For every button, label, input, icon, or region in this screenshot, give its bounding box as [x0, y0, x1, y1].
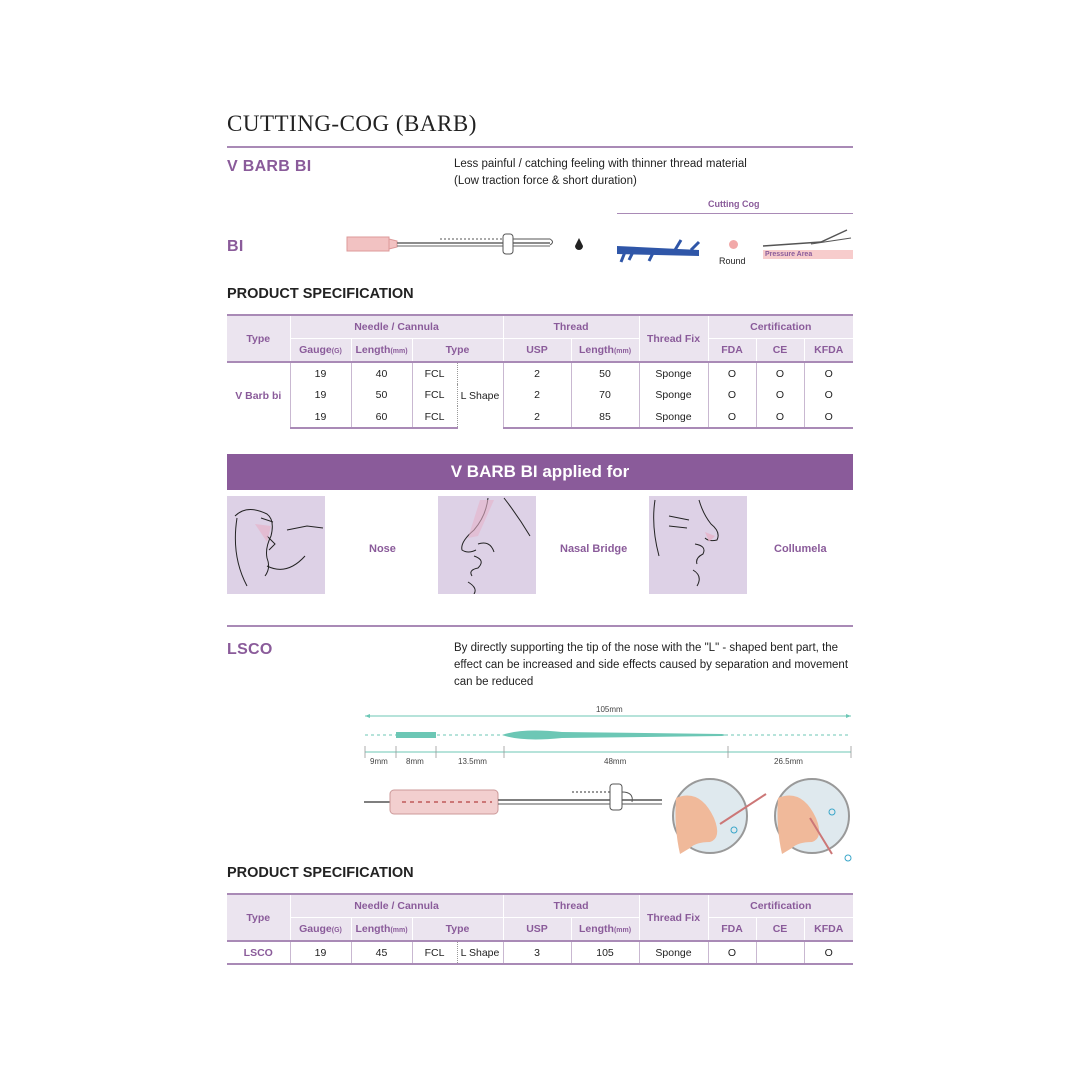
table-row [227, 941, 853, 964]
spec2-cell [756, 941, 804, 964]
length-unit: (mm) [390, 347, 408, 355]
gauge-text: Gauge [299, 922, 332, 935]
spec1-header-thread-fix: Thread Fix [639, 315, 708, 362]
spec1-header-thread: Thread [503, 315, 639, 338]
spec2-table [227, 893, 853, 965]
area-label-nose: Nose [369, 543, 396, 555]
vbarb-description [454, 156, 747, 190]
spec2-header-gauge [290, 917, 351, 941]
pressure-barb-line [763, 230, 847, 246]
pressure-area-label: Pressure Area [765, 251, 813, 258]
spec2-header-thread-fix: Thread Fix [639, 894, 708, 941]
lsco-needle-illustration [362, 782, 668, 822]
bi-needle-illustration [345, 228, 595, 260]
spec1-cell: 70 [571, 384, 639, 406]
spec2-header-thread: Thread [503, 894, 639, 917]
spec1-cell: O [824, 389, 833, 401]
spec2-header-kfda: KFDA [804, 917, 853, 941]
spec1-cell: 50 [571, 362, 639, 384]
needle-clip [610, 784, 622, 810]
segment-label: 13.5mm [458, 757, 487, 766]
thread-length-text: Length [578, 922, 614, 935]
face-line-art [227, 496, 325, 594]
nose-insertion-illustration [670, 778, 856, 864]
spec2-header-ce: CE [756, 917, 804, 941]
thread-segment [396, 732, 436, 738]
lsco-desc-line3: can be reduced [454, 676, 534, 688]
spec1-cell: FCL [412, 406, 457, 428]
needle-clip [503, 234, 513, 254]
spec1-cell: FCL [412, 362, 457, 384]
bi-label: BI [227, 238, 244, 255]
needle-hub [347, 237, 389, 251]
thread-length-unit: (mm) [613, 347, 632, 355]
spec1-header-kfda: KFDA [804, 338, 853, 362]
spec1-table [227, 314, 853, 429]
area-label-collumela: Collumela [774, 543, 827, 555]
spec1-shape: L Shape [457, 362, 503, 428]
spec2-cell: 3 [503, 941, 571, 964]
table-row [227, 362, 853, 384]
arrow-right-icon [846, 714, 851, 718]
lsco-rule [227, 625, 853, 627]
total-length-label: 105mm [596, 705, 623, 714]
cutting-cog-label: Cutting Cog [708, 199, 760, 209]
spec1-header-ce: CE [756, 338, 804, 362]
table-row [227, 384, 853, 406]
spec1-header-thread-length [571, 338, 639, 362]
lsco-description [454, 640, 848, 691]
spec2-header-needle-type: Type [412, 917, 503, 941]
table-row [227, 406, 853, 428]
cutting-cog-illustration [615, 236, 705, 264]
spec2-cell: 45 [351, 941, 412, 964]
cog-thread [617, 246, 699, 256]
spec2-cell: Sponge [639, 941, 708, 964]
spec1-header-type: Type [227, 315, 290, 362]
direction-icon [845, 855, 851, 861]
spec1-cell: FCL [412, 384, 457, 406]
spec1-cell: Sponge [639, 406, 708, 428]
spec1-header-gauge [290, 338, 351, 362]
round-label: Round [719, 256, 746, 266]
arrow-left-icon [365, 714, 370, 718]
spec1-cell: 19 [290, 406, 351, 428]
spec2-header-thread-length [571, 917, 639, 941]
spec1-cell: O [756, 384, 804, 406]
gauge-unit: (G) [331, 347, 342, 355]
spec2-header-usp: USP [503, 917, 571, 941]
thread-length-unit: (mm) [613, 926, 632, 934]
spec1-header-needle: Needle / Cannula [290, 315, 503, 338]
spec1-cell: O [708, 406, 756, 428]
gauge-unit: (G) [331, 926, 342, 934]
spec1-header-needle-type: Type [412, 338, 503, 362]
vbarb-heading: V BARB BI [227, 158, 312, 175]
lsco-desc-line1: By directly supporting the tip of the nose with the "L" - shaped bent part, the [454, 642, 839, 654]
spec1-cell: 19 [290, 384, 351, 406]
spec1-cell: O [756, 362, 804, 384]
spec2-product-type: LSCO [227, 941, 290, 964]
spec2-header-fda: FDA [708, 917, 756, 941]
vbarb-desc-line2: (Low traction force & short duration) [454, 175, 637, 187]
spec2-shape: L Shape [457, 941, 503, 964]
spec2-header-certification: Certification [708, 894, 853, 917]
face-collumela-image [649, 496, 747, 594]
round-dot-icon [729, 240, 738, 249]
length-unit: (mm) [390, 926, 408, 934]
face-line-art [438, 496, 536, 594]
spec1-cell: Sponge [639, 384, 708, 406]
face-nose-image [227, 496, 325, 594]
spec1-header-fda: FDA [708, 338, 756, 362]
spec2-header-length [351, 917, 412, 941]
spec1-cell: O [804, 362, 853, 384]
spec1-cell: 2 [503, 384, 571, 406]
spec2-cell: 19 [290, 941, 351, 964]
spec1-cell: 2 [503, 362, 571, 384]
thread-cross-section-icon [575, 238, 583, 250]
spec1-cell: 40 [351, 362, 412, 384]
segment-label: 48mm [604, 757, 627, 766]
spec1-cell: 60 [351, 406, 412, 428]
spec2-cell: FCL [412, 941, 457, 964]
spec2-heading: PRODUCT SPECIFICATION [227, 865, 414, 881]
spec1-cell: O [756, 406, 804, 428]
thread-length-text: Length [578, 343, 614, 356]
lsco-heading: LSCO [227, 641, 273, 658]
face-line-art [649, 496, 747, 594]
pressure-barb-tip [811, 238, 851, 244]
page-title: CUTTING-COG (BARB) [227, 111, 477, 136]
needle-hub-tip [389, 239, 397, 249]
spec1-cell: 85 [571, 406, 639, 428]
length-text: Length [355, 343, 391, 356]
spec2-cell: O [708, 941, 756, 964]
applied-banner: V BARB BI applied for [227, 454, 853, 490]
spec1-cell: Sponge [639, 362, 708, 384]
spec1-header-usp: USP [503, 338, 571, 362]
needle-bend [513, 239, 553, 245]
vbarb-desc-line1: Less painful / catching feeling with thinner thread material [454, 158, 747, 170]
segment-label: 26.5mm [774, 757, 803, 766]
segment-label: 9mm [370, 757, 388, 766]
spec1-cell: 50 [351, 384, 412, 406]
title-rule [227, 146, 853, 148]
spec2-header-needle: Needle / Cannula [290, 894, 503, 917]
spec2-cell: O [804, 941, 853, 964]
spec1-header-length [351, 338, 412, 362]
spec2-header-type: Type [227, 894, 290, 941]
spec1-cell: O [804, 406, 853, 428]
segment-label: 8mm [406, 757, 424, 766]
lsco-desc-line2: effect can be increased and side effects caused by separation and movement [454, 659, 849, 671]
face-nasal-bridge-image [438, 496, 536, 594]
length-text: Length [355, 922, 391, 935]
spec1-header-certification: Certification [708, 315, 853, 338]
area-label-nasal-bridge: Nasal Bridge [560, 543, 628, 555]
spec1-product-type: V Barb bi [227, 362, 290, 428]
spec1-heading: PRODUCT SPECIFICATION [227, 286, 414, 302]
thread-body [502, 731, 727, 740]
cutting-cog-rule [617, 213, 853, 214]
spec2-cell: 105 [571, 941, 639, 964]
spec1-cell: 2 [503, 406, 571, 428]
gauge-text: Gauge [299, 343, 332, 356]
spec1-cell: 19 [290, 362, 351, 384]
spec1-cell: O [708, 362, 756, 384]
spec1-cell: O [708, 384, 756, 406]
